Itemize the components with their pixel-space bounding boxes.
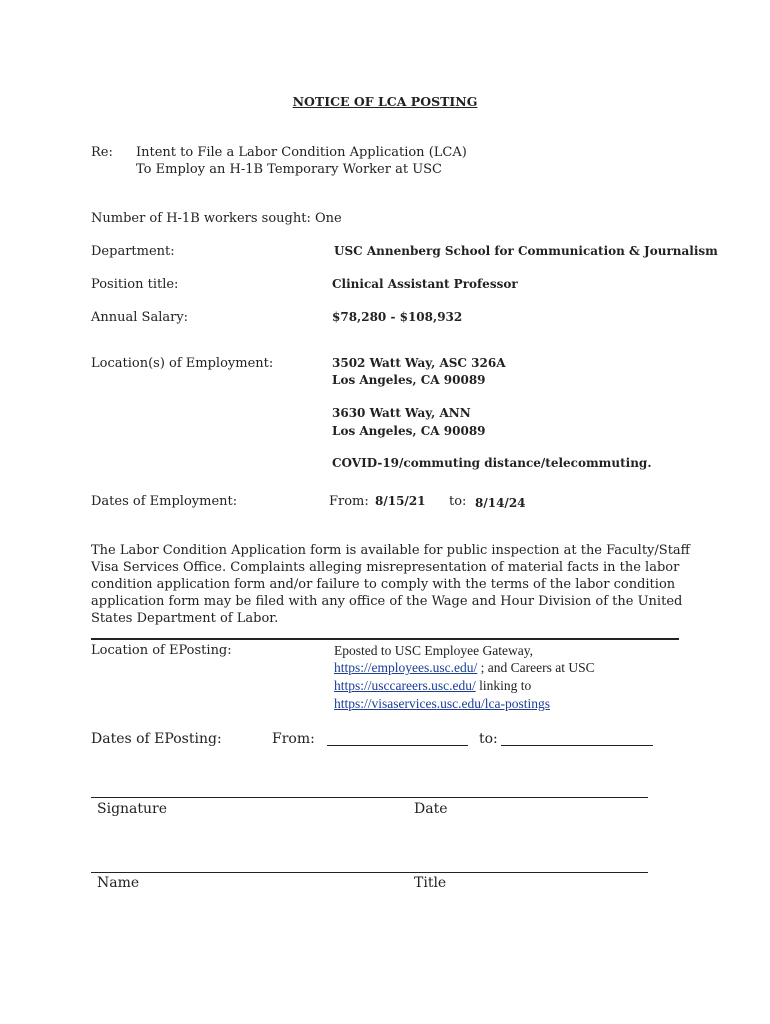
- salary-label: Annual Salary:: [91, 310, 189, 325]
- re-line-2: To Employ an H-1B Temporary Worker at USC: [136, 162, 443, 177]
- eposting-label: Location of EPosting:: [91, 643, 232, 658]
- salary-value: $78,280 - $108,932: [332, 310, 463, 324]
- dates-employment-to-label: to:: [449, 494, 467, 509]
- dates-employment-from-label: From:: [329, 494, 369, 509]
- location-1-line-2: Los Angeles, CA 90089: [332, 373, 486, 387]
- date-label: Date: [414, 801, 448, 817]
- eposting-line-3: [334, 678, 531, 694]
- signature-line[interactable]: [91, 797, 648, 798]
- employees-link[interactable]: https://employees.usc.edu/: [334, 660, 478, 675]
- re-line-1: Intent to File a Labor Condition Application (LCA): [136, 145, 467, 160]
- eposting-careers-text: ; and Careers at USC: [477, 660, 595, 675]
- usccareers-link[interactable]: https://usccareers.usc.edu/: [334, 678, 476, 693]
- location-note: COVID-19/commuting distance/telecommuting.: [332, 456, 652, 470]
- position-label: Position title:: [91, 277, 179, 292]
- locations-label: Location(s) of Employment:: [91, 356, 274, 371]
- position-value: Clinical Assistant Professor: [332, 277, 518, 291]
- eposting-line-2: [334, 660, 595, 676]
- dates-employment-to-value: 8/14/24: [475, 496, 526, 510]
- eposting-linking-text: linking to: [475, 678, 532, 693]
- workers-sought: Number of H-1B workers sought: One: [91, 211, 342, 226]
- location-2-line-1: 3630 Watt Way, ANN: [332, 406, 471, 420]
- location-1-line-1: 3502 Watt Way, ASC 326A: [332, 356, 506, 370]
- title-label: Title: [414, 875, 447, 891]
- location-2-line-2: Los Angeles, CA 90089: [332, 424, 486, 438]
- eposting-line-1: Eposted to USC Employee Gateway,: [334, 643, 533, 658]
- public-inspection-paragraph: The Labor Condition Application form is available for public inspection at the Faculty/Staff Visa Services Office. Complaints alleging misrepresentation of material facts in the labor condition application form and/or failure to comply with the terms of the labor condition application form may be filed with any office of the Wage and Hour Division of the United States Department of Labor.: [91, 543, 690, 626]
- dates-eposting-label: Dates of EPosting:: [91, 731, 222, 747]
- dates-eposting-from-blank[interactable]: [327, 731, 468, 750]
- re-label: Re:: [91, 145, 113, 160]
- name-line[interactable]: [91, 872, 648, 873]
- page-title: NOTICE OF LCA POSTING: [292, 94, 478, 109]
- signature-label: Signature: [97, 801, 168, 817]
- visaservices-link[interactable]: https://visaservices.usc.edu/lca-postings: [334, 696, 550, 711]
- dates-eposting-to-blank[interactable]: [501, 731, 653, 750]
- department-value: USC Annenberg School for Communication & Journalism: [334, 244, 718, 258]
- eposting-line-4: [334, 696, 550, 712]
- dates-employment-label: Dates of Employment:: [91, 494, 238, 509]
- dates-eposting-to-label: to:: [479, 731, 498, 747]
- department-label: Department:: [91, 244, 175, 259]
- dates-eposting-from-label: From:: [272, 731, 315, 747]
- name-label: Name: [97, 875, 140, 891]
- dates-employment-from-value: 8/15/21: [375, 494, 426, 508]
- section-divider: [91, 638, 679, 640]
